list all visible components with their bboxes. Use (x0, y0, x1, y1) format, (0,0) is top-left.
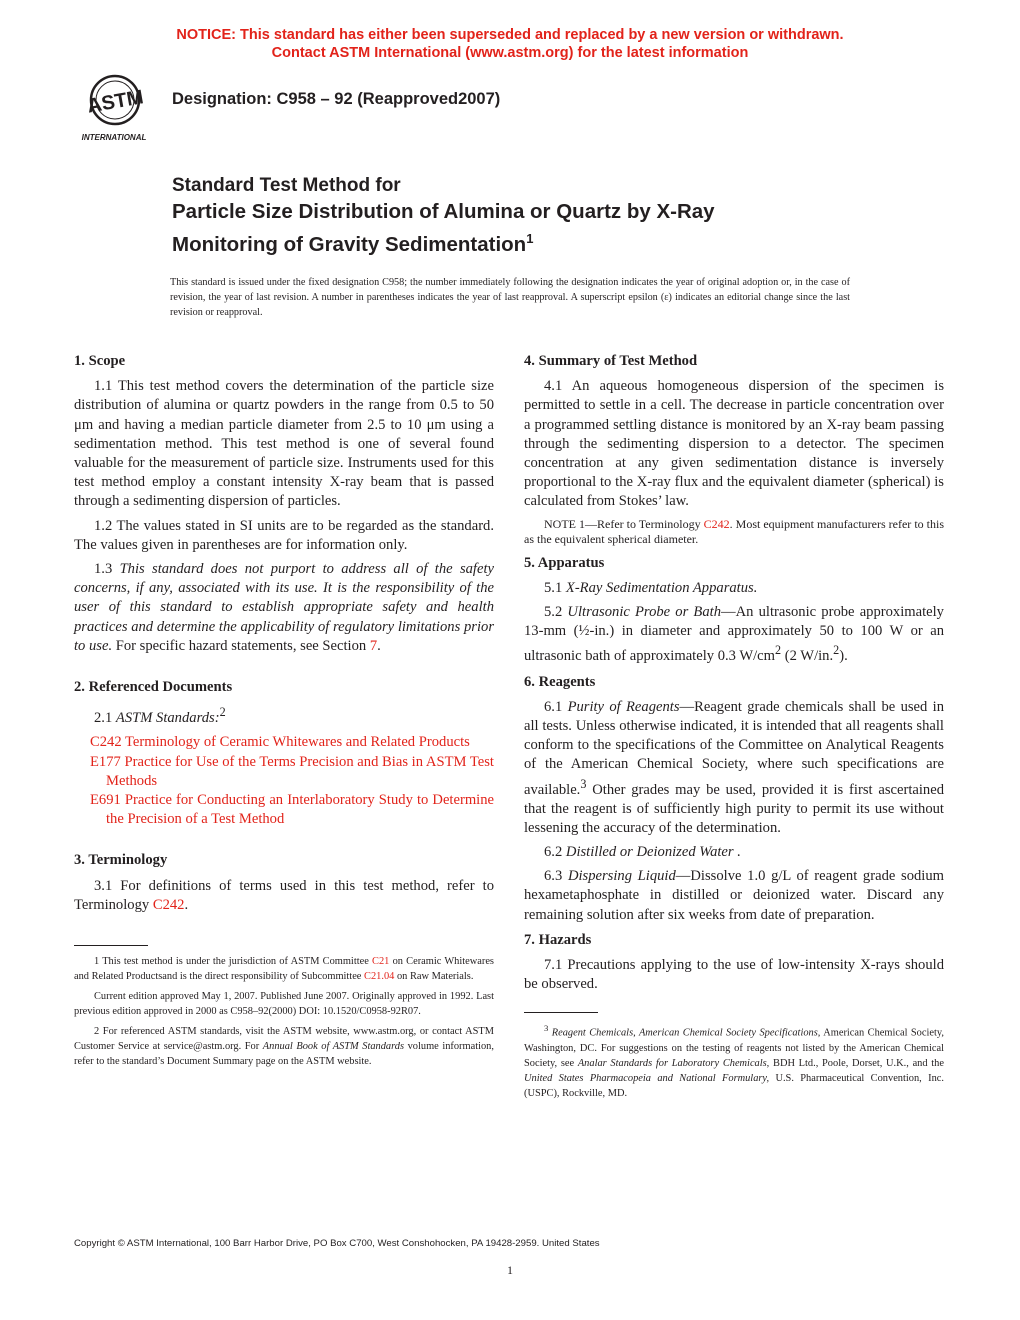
ref-code[interactable]: C242 (90, 734, 122, 751)
link-section-7[interactable]: 7 (369, 637, 378, 654)
copyright-line: Copyright © ASTM International, 100 Barr Harbor Drive, PO Box C700, West Conshohocken, PA 19428-2959. United States (74, 1238, 600, 1249)
link-c242[interactable]: C242 (152, 896, 185, 913)
footnote-divider (74, 945, 148, 946)
title-line-1: Standard Test Method for (172, 175, 401, 196)
note-1: NOTE 1—Refer to Terminology C242. Most equipment manufacturers refer to this as the equivalent spherical diameter. (524, 516, 945, 547)
document-title (172, 174, 715, 258)
withdrawal-notice (0, 26, 1020, 62)
para-5-1: 5.1 X-Ray Sedimentation Apparatus. (544, 579, 758, 596)
logo-subtext: INTERNATIONAL (81, 133, 147, 142)
section-1-heading: 1. Scope (74, 353, 126, 369)
footnote-3: $^3$ Reagent Chemicals, American Chemical Society Specifications, American Chemical Society, Washington, DC. For suggestions on the testing of reagents not listed by the American Chemical Society, see Analar Standards for Laboratory Chemicals, BDH Ltd., Poole, Dorset, U.K., and the United States Pharmacopeia and National Formulary, U.S. Pharmaceutical Convention, Inc. (USPC), Rockville, MD. (524, 1023, 944, 1099)
footnote-2: 2 For referenced ASTM standards, visit the ASTM website, www.astm.org, or contact ASTM Customer Service at service@astm.org. For Annual Book of ASTM Standards volume information, refer to the standard’s Document Summary page on the ASTM website. (74, 1025, 494, 1067)
para-6-2: 6.2 Distilled or Deionized Water . (544, 843, 741, 860)
ref-title[interactable]: Practice for Conducting an Interlaboratory Study to Determine the Precision of a Test Method (106, 791, 495, 828)
ref-code[interactable]: E691 (90, 791, 121, 808)
page-number: 1 (507, 1263, 513, 1277)
left-column (74, 350, 494, 1074)
reference-item[interactable] (74, 791, 494, 829)
section-2-heading: 2. Referenced Documents (74, 679, 233, 696)
link-c21-04[interactable]: C21.04 (364, 970, 395, 982)
notice-line-1: NOTICE: This standard has either been superseded and replaced by a new version or withdrawn. (176, 27, 844, 43)
reference-item[interactable] (74, 753, 494, 791)
right-column (524, 350, 944, 1106)
designation: Designation: C958 – 92 (Reapproved2007) (172, 90, 501, 108)
title-footnote-ref[interactable]: 1 (526, 231, 534, 246)
link-c21[interactable]: C21 (372, 955, 390, 967)
ref-title[interactable]: Practice for Use of the Terms Precision and Bias in ASTM Test Methods (106, 753, 494, 789)
section-3-heading: 3. Terminology (74, 852, 168, 869)
logo-text: ASTM (85, 86, 146, 118)
footnote-divider (524, 1012, 598, 1013)
link-c242-note[interactable]: C242 (703, 516, 730, 531)
section-7-heading: 7. Hazards (524, 931, 592, 948)
para-1-2: 1.2 The values stated in SI units are to be regarded as the standard. The values given in parentheses are for information only. (74, 517, 494, 553)
para-5-2: 5.2 Ultrasonic Probe or Bath—An ultrasonic probe approximately 13-mm (½-in.) in diameter and approximately 50 to 100 W or an ultrasonic bath of approximately 0.3 $W/cm^2$ (2 W/in.$^2$). (524, 604, 944, 665)
section-4-heading: 4. Summary of Test Method (524, 353, 698, 369)
section-5-heading: 5. Apparatus (524, 554, 605, 571)
astm-logo (74, 72, 160, 144)
para-1-3: 1.3 This standard does not purport to address all of the safety concerns, if any, associated with its use. It is the responsibility of the user of this standard to establish appropriate safety and health practices and determine the applicability of regulatory limitations prior to use. For specific hazard statements, see Section 7. (74, 561, 494, 654)
para-1-1: 1.1 This test method covers the determination of the particle size distribution of alumina or quartz powders in the range from 0.5 to 50 μm and having a median particle diameter from 2.5 to 10 μm using a sedimentation method. This test method is one of several found valuable for the measurement of particle size. Instruments used for this test method employ a constant intensity X-ray beam that is passed through a sedimenting dispersion of particles. (74, 378, 494, 510)
para-4-1: 4.1 An aqueous homogeneous dispersion of the specimen is permitted to settle in a cell. The decrease in particle concentration over a programmed settling distance is monitored by an X-ray beam passing through the sedimenting dispersion to a detector. The specimen concentration at any given sedimentation distance is inversely proportional to the X-ray flux and the equivalent diameter (spherical) is calculated from Stokes’ law. (524, 378, 944, 510)
footnote-1-edition: Current edition approved May 1, 2007. Published June 2007. Originally approved in 1992. Last previous edition approved in 2000 as C958–92(2000) DOI: 10.1520/C0958-92R07. (74, 990, 494, 1017)
para-6-3: 6.3 Dispersing Liquid—Dissolve 1.0 g/L of reagent grade sodium hexametaphosphate in distilled or deionized water. Discard any remaining solution after six weeks from date of preparation. (524, 868, 944, 923)
ref-title[interactable]: Terminology of Ceramic Whitewares and Related Products (125, 734, 470, 751)
ref-code[interactable]: E177 (90, 753, 121, 770)
para-6-1: 6.1 Purity of Reagents—Reagent grade chemicals shall be used in all tests. Unless otherwise indicated, it is intended that all reagents shall conform to the specifications of the Committee on Analytical Reagents of the American Chemical Society, where such specifications are available.$^3$ Other grades may be used, provided it is first ascertained that the reagent is of sufficiently high purity to permit its use without lessening the accuracy of the determination. (524, 698, 944, 836)
para-3-1: 3.1 For definitions of terms used in this test method, refer to Terminology C242. (74, 877, 494, 913)
section-6-heading: 6. Reagents (524, 673, 596, 690)
issuance-statement: This standard is issued under the fixed designation C958; the number immediately following the designation indicates the year of original adoption or, in the case of revision, the year of last revision. A number in parentheses indicates the year of last reapproval. A superscript epsilon (ε) indicates an editorial change since the last revision or reapproval. (170, 277, 850, 318)
reference-item[interactable] (74, 733, 494, 752)
footnote-1: 1 This test method is under the jurisdiction of ASTM Committee C21 on Ceramic Whitewares and Related Productsand is the direct responsibility of Subcommittee C21.04 on Raw Materials. (74, 955, 494, 982)
title-line-3: Monitoring of Gravity Sedimentation$^1$ (172, 231, 534, 256)
notice-line-2: Contact ASTM International (www.astm.org) for the latest information (271, 45, 749, 61)
para-7-1: 7.1 Precautions applying to the use of low-intensity X-rays should be observed. (524, 957, 944, 993)
para-2-1: 2.1 ASTM Standards:$^2$ (94, 705, 226, 727)
title-line-2: Particle Size Distribution of Alumina or Quartz by X-Ray (172, 200, 715, 223)
